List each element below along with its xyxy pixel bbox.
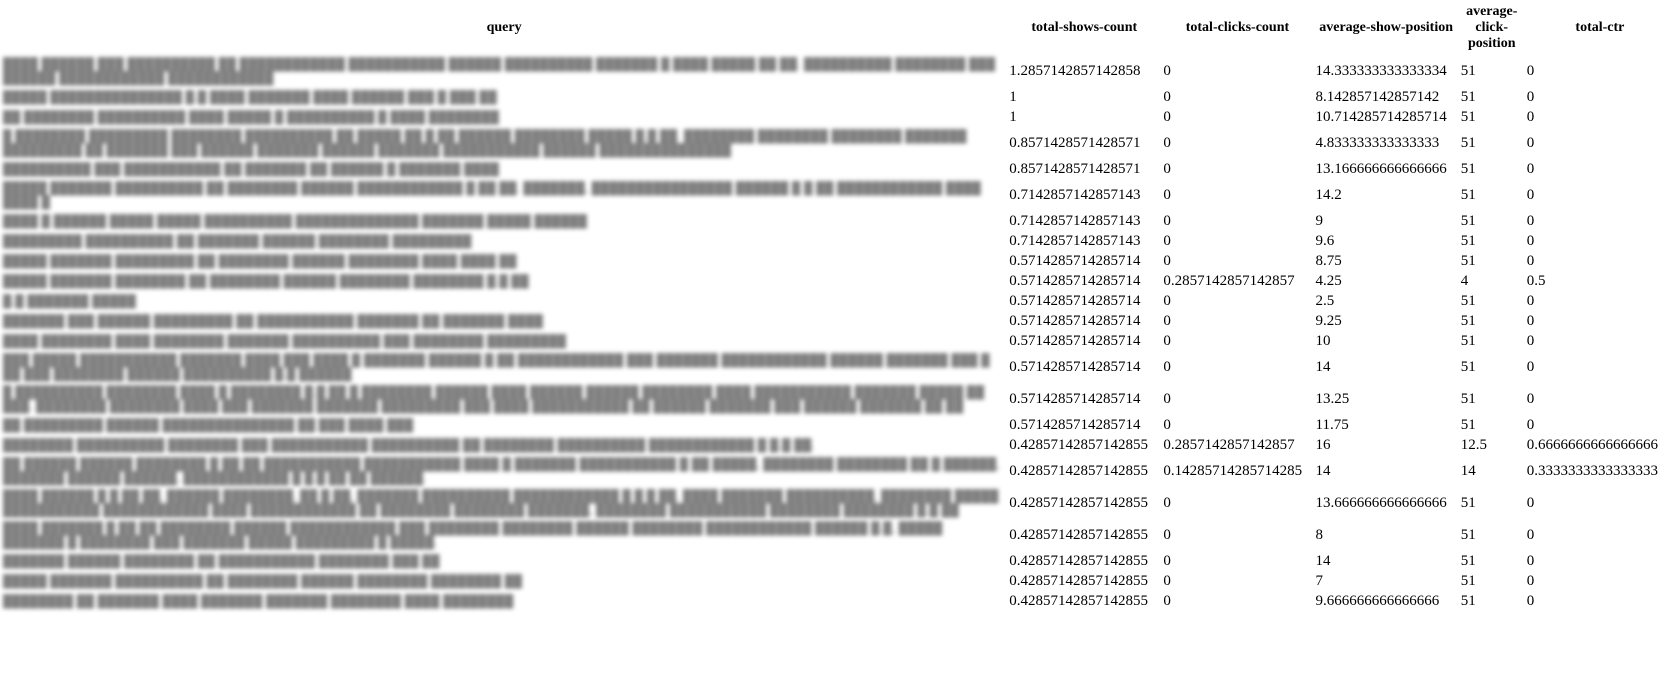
- total-clicks-count-cell: 0: [1163, 187, 1171, 203]
- header-total-clicks-count: total-clicks-count: [1185, 20, 1290, 35]
- query-cell: [2, 180, 1006, 210]
- total-clicks-count-cell: 0: [1163, 495, 1171, 511]
- total-clicks-count-cell: 0: [1163, 135, 1171, 151]
- query-text: █ ████████ █████████ ████████ ██████████ ██ █████ ██ █ ██ ██████ ████████ █████ █.█ ██. ████████ ████████ ████████ ███████ █████████ ██ ███████ ███ ██████ ███████ ██████ ███████ ███████████ ██████ ███████████████: [3, 129, 967, 157]
- query-cell: [2, 252, 1006, 270]
- table-row: [2, 552, 1660, 570]
- table-row: [2, 232, 1660, 250]
- query-cell: [2, 332, 1006, 350]
- query-text: ████ ███████ █ ██ ██ ████████ ██████ ████████████ ███ ████████ ████████ ██████ ████████ ████████████ ██████ █.█, █████ ███████ █ ████████ ███ ███████ █████ █████████ █ █████.: [3, 521, 943, 549]
- table-row: [2, 272, 1660, 290]
- average-click-position-cell: 51: [1460, 135, 1476, 151]
- average-show-position-cell: 13.166666666666666: [1315, 161, 1447, 177]
- query-cell: [2, 488, 1006, 518]
- query-cell: [2, 292, 1006, 310]
- average-click-position-cell: 51: [1460, 593, 1476, 609]
- total-clicks-count-cell: 0: [1163, 63, 1171, 79]
- average-show-position-cell: 14: [1315, 463, 1331, 479]
- average-click-position-cell: 51: [1460, 359, 1476, 375]
- average-click-position-cell: 4: [1460, 273, 1469, 289]
- query-cell: [2, 272, 1006, 290]
- total-clicks-count-cell: 0: [1163, 253, 1171, 269]
- average-show-position-cell: 8: [1315, 527, 1324, 543]
- total-ctr-cell: 0: [1526, 135, 1535, 151]
- total-clicks-count-cell: 0.14285714285714285: [1163, 463, 1303, 479]
- query-cell: [2, 552, 1006, 570]
- total-shows-count-cell: 0.7142857142857143: [1009, 233, 1141, 249]
- table-row: [2, 88, 1660, 106]
- average-show-position-cell: 9: [1315, 213, 1324, 229]
- total-clicks-count-cell: 0: [1163, 109, 1171, 125]
- table-row: [2, 520, 1660, 550]
- total-clicks-count-cell: 0: [1163, 213, 1171, 229]
- total-ctr-cell: 0: [1526, 313, 1535, 329]
- query-text: ███████ ██████ ████████ ██ ███████████ ████████ ███ ██: [3, 554, 440, 568]
- query-text: █████████ ██████████ ██ ███████ ██████ ████████ █████████: [3, 234, 472, 248]
- header-total-shows-count: total-shows-count: [1031, 20, 1138, 35]
- average-show-position-cell: 14: [1315, 553, 1331, 569]
- total-clicks-count-cell: 0: [1163, 293, 1171, 309]
- query-text: █ ██████████ ████████ ████ █ ████████ █.█ ██ █ ████████ ██████ ████ ██████ ██████ ████████ ████ ███████████ ███████ █████ ██ ███. ████████ ████████ ████ ███ ███████ ███████ █████████ ███ ████ ███████████ ██ ██████ ███████ ███ ██████ ███████ ██ ██: [3, 385, 985, 413]
- query-cell: [2, 384, 1006, 414]
- header-average-show-position: average-show-position: [1319, 20, 1454, 35]
- total-clicks-count-cell: 0: [1163, 527, 1171, 543]
- total-shows-count-cell: 0.8571428571428571: [1009, 135, 1141, 151]
- table-row: [2, 56, 1660, 86]
- query-cell: [2, 232, 1006, 250]
- total-clicks-count-cell: 0: [1163, 89, 1171, 105]
- query-text: ███████ ███ ██████ █████████ ██ ███████████ ███████ ██ ███████ ████: [3, 314, 544, 328]
- total-shows-count-cell: 0.7142857142857143: [1009, 187, 1141, 203]
- average-show-position-cell: 8.142857142857142: [1315, 89, 1440, 105]
- total-shows-count-cell: 0.5714285714285714: [1009, 273, 1141, 289]
- total-ctr-cell: 0: [1526, 213, 1535, 229]
- total-clicks-count-cell: 0: [1163, 313, 1171, 329]
- table-row: [2, 312, 1660, 330]
- total-ctr-cell: 0: [1526, 233, 1535, 249]
- query-text: ████ ██████ █ █ ██ ██, ██████ ████████, ██ █ ██, ███████ ██████████ ████████████ █ █ █ ██, ████ ███████ ██████████, ████████ █████ ███████████ ████████████ ████ ████████████ ██ ████████ ████████ ███████, ████████ ███████████ ████████ ████████ █.█ ██: [3, 489, 999, 517]
- total-shows-count-cell: 0.42857142857142855: [1009, 495, 1148, 511]
- average-show-position-cell: 9.6: [1315, 233, 1335, 249]
- query-cell: [2, 436, 1006, 454]
- total-clicks-count-cell: 0: [1163, 573, 1171, 589]
- average-click-position-cell: 51: [1460, 573, 1476, 589]
- average-click-position-cell: 51: [1460, 495, 1476, 511]
- total-clicks-count-cell: 0: [1163, 233, 1171, 249]
- table-row: [2, 488, 1660, 518]
- total-shows-count-cell: 0.7142857142857143: [1009, 213, 1141, 229]
- total-ctr-cell: 0.5: [1526, 273, 1546, 289]
- average-show-position-cell: 4.833333333333333: [1315, 135, 1440, 151]
- average-show-position-cell: 9.666666666666666: [1315, 593, 1440, 609]
- average-show-position-cell: 7: [1315, 573, 1324, 589]
- total-ctr-cell: 0.3333333333333333: [1526, 463, 1659, 479]
- query-text: █████ ███████ █████████ ██ ████████ ██████ ████████ ████ ████ ██: [3, 254, 517, 268]
- total-ctr-cell: 0: [1526, 593, 1535, 609]
- query-text: ██ ████████ ██████████ ████ █████ █ ██████████ █ ████ ████████: [3, 110, 500, 124]
- average-show-position-cell: 13.666666666666666: [1315, 495, 1447, 511]
- average-show-position-cell: 9.25: [1315, 313, 1342, 329]
- query-text: █████ ███████ ██████████ ██ ████████ ██████ ████████ ████████ ██: [3, 574, 523, 588]
- table-row: [2, 252, 1660, 270]
- query-cell: [2, 520, 1006, 550]
- query-cell: [2, 88, 1006, 106]
- total-shows-count-cell: 0.5714285714285714: [1009, 253, 1141, 269]
- query-cell: [2, 312, 1006, 330]
- total-shows-count-cell: 0.5714285714285714: [1009, 417, 1141, 433]
- query-text: ████████ ██████████ ████████ ███ ███████████ ██████████ ██ ████████ ██████████ ████████████ █ █.█ ██.: [3, 438, 815, 452]
- query-text: █.█ ███████ █████: [3, 294, 137, 308]
- average-click-position-cell: 51: [1460, 391, 1476, 407]
- header-average-click-position: average-click-position: [1466, 4, 1518, 51]
- total-ctr-cell: 0: [1526, 333, 1535, 349]
- average-show-position-cell: 10.714285714285714: [1315, 109, 1447, 125]
- total-shows-count-cell: 0.8571428571428571: [1009, 161, 1141, 177]
- header-total-ctr: total-ctr: [1575, 20, 1625, 35]
- table-row: [2, 416, 1660, 434]
- header-query: query: [486, 20, 522, 35]
- total-shows-count-cell: 1.2857142857142858: [1009, 63, 1141, 79]
- table-row: [2, 128, 1660, 158]
- header-row: [2, 2, 1660, 54]
- total-shows-count-cell: 1: [1009, 109, 1017, 125]
- total-ctr-cell: 0: [1526, 109, 1535, 125]
- total-shows-count-cell: 0.5714285714285714: [1009, 313, 1141, 329]
- average-click-position-cell: 51: [1460, 109, 1476, 125]
- total-shows-count-cell: 0.42857142857142855: [1009, 573, 1148, 589]
- total-clicks-count-cell: 0: [1163, 161, 1171, 177]
- average-show-position-cell: 14: [1315, 359, 1331, 375]
- total-shows-count-cell: 0.5714285714285714: [1009, 293, 1141, 309]
- query-text: █████ ███████ ████████ ██ ████████ ██████ ████████ ████████ █.█ ██: [3, 274, 529, 288]
- table-row: [2, 292, 1660, 310]
- total-ctr-cell: 0: [1526, 89, 1535, 105]
- average-click-position-cell: 51: [1460, 187, 1476, 203]
- total-ctr-cell: 0: [1526, 573, 1535, 589]
- average-show-position-cell: 11.75: [1315, 417, 1349, 433]
- total-shows-count-cell: 0.42857142857142855: [1009, 437, 1148, 453]
- average-show-position-cell: 8.75: [1315, 253, 1342, 269]
- query-cell: [2, 56, 1006, 86]
- query-cell: [2, 128, 1006, 158]
- average-click-position-cell: 51: [1460, 313, 1476, 329]
- average-click-position-cell: 51: [1460, 89, 1476, 105]
- average-click-position-cell: 51: [1460, 63, 1476, 79]
- query-cell: [2, 456, 1006, 486]
- total-clicks-count-cell: 0.2857142857142857: [1163, 437, 1295, 453]
- average-click-position-cell: 51: [1460, 161, 1476, 177]
- total-clicks-count-cell: 0.2857142857142857: [1163, 273, 1295, 289]
- total-ctr-cell: 0: [1526, 253, 1535, 269]
- total-shows-count-cell: 0.42857142857142855: [1009, 527, 1148, 543]
- total-shows-count-cell: 1: [1009, 89, 1017, 105]
- table-body: [2, 56, 1660, 610]
- total-shows-count-cell: 0.42857142857142855: [1009, 593, 1148, 609]
- query-cell: [2, 108, 1006, 126]
- average-show-position-cell: 16: [1315, 437, 1331, 453]
- total-shows-count-cell: 0.5714285714285714: [1009, 391, 1141, 407]
- query-text: ██ ██████ ██████ ████████ █ ██ ██ ███████████ ███████████ ████ █ ███████ ███████████ █ ██ █████, ████████ ████████ ██ █ ██████, ███████ ██████ ██████, ████████████ █ █.█ ██ ██ ██████.: [3, 457, 1000, 485]
- table-row: [2, 456, 1660, 486]
- query-text: ████ ████████ ████ ████████ ███████ ██████████ ███ ████████ █████████: [3, 334, 567, 348]
- table-row: [2, 180, 1660, 210]
- total-ctr-cell: 0.6666666666666666: [1526, 437, 1659, 453]
- average-show-position-cell: 13.25: [1315, 391, 1350, 407]
- total-ctr-cell: 0: [1526, 359, 1535, 375]
- table-header: [2, 2, 1660, 54]
- total-ctr-cell: 0: [1526, 293, 1535, 309]
- average-click-position-cell: 12.5: [1460, 437, 1487, 453]
- query-cell: [2, 592, 1006, 610]
- total-ctr-cell: 0: [1526, 553, 1535, 569]
- query-text: ██ █████████ ██████ ███████████████ ██ ███ ████ ███: [3, 418, 414, 432]
- table-row: [2, 384, 1660, 414]
- query-cell: [2, 572, 1006, 590]
- average-show-position-cell: 2.5: [1315, 293, 1335, 309]
- total-ctr-cell: 0: [1526, 527, 1535, 543]
- average-click-position-cell: 51: [1460, 233, 1476, 249]
- table-row: [2, 108, 1660, 126]
- total-shows-count-cell: 0.5714285714285714: [1009, 359, 1141, 375]
- average-click-position-cell: 51: [1460, 417, 1476, 433]
- average-click-position-cell: 51: [1460, 553, 1476, 569]
- table-row: [2, 352, 1660, 382]
- table-row: [2, 160, 1660, 178]
- average-click-position-cell: 14: [1460, 463, 1476, 479]
- total-ctr-cell: 0: [1526, 495, 1535, 511]
- query-text: ██████████ ███ ███████████ ██ ███████ ██ ██████ █ ███████ ████: [3, 162, 500, 176]
- total-ctr-cell: 0: [1526, 417, 1535, 433]
- total-ctr-cell: 0: [1526, 187, 1535, 203]
- table-row: [2, 212, 1660, 230]
- query-cell: [2, 352, 1006, 382]
- query-text: ████ ██████ ███ ██████████ ██ ████████████ ███████████ ██████ ██████████ ███████ █ ████ █████ ██ ██. ██████████ ████████ ███ ██████ ████████████ ████████████: [3, 57, 996, 85]
- query-cell: [2, 212, 1006, 230]
- total-shows-count-cell: 0.5714285714285714: [1009, 333, 1141, 349]
- total-ctr-cell: 0: [1526, 161, 1535, 177]
- average-show-position-cell: 4.25: [1315, 273, 1342, 289]
- average-click-position-cell: 51: [1460, 253, 1476, 269]
- query-text: █████ ███████████████ █.█ ████ ███████ ████ ██████ ███ █ ███ ██: [3, 90, 498, 104]
- total-ctr-cell: 0: [1526, 391, 1535, 407]
- table-row: [2, 436, 1660, 454]
- table-row: [2, 592, 1660, 610]
- total-clicks-count-cell: 0: [1163, 391, 1171, 407]
- total-clicks-count-cell: 0: [1163, 553, 1171, 569]
- table-row: [2, 332, 1660, 350]
- average-click-position-cell: 51: [1460, 293, 1476, 309]
- query-text: █████ ███████ ██████████ ██ ████████ ██████ ████████████ █ ██ ██. ███████, ████████████████ ██████ █ █ ██ ████████████ ████ ████ █: [3, 181, 982, 209]
- query-text: ████ █ ██████ █████ █████ ██████████ ██████████████ ███████ █████ ██████: [3, 214, 588, 228]
- average-show-position-cell: 14.333333333333334: [1315, 63, 1447, 79]
- total-shows-count-cell: 0.42857142857142855: [1009, 463, 1148, 479]
- average-show-position-cell: 14.2: [1315, 187, 1342, 203]
- query-cell: [2, 416, 1006, 434]
- query-text: ███ █████ ███████████ ███████ ████ ███ ████ █ ███████ ██████ █ ██ ████████████ ███ ███████ ████████████ ██████ ███████ ███ █ ██ ███ ████████ ██████ ██████████ █.█ ██████: [3, 353, 990, 381]
- query-cell: [2, 160, 1006, 178]
- query-text: ████████ ██ ███████ ████ ███████ ███████ ████████ ████ ████████: [3, 594, 514, 608]
- total-clicks-count-cell: 0: [1163, 417, 1171, 433]
- total-clicks-count-cell: 0: [1163, 333, 1171, 349]
- total-shows-count-cell: 0.42857142857142855: [1009, 553, 1148, 569]
- total-clicks-count-cell: 0: [1163, 359, 1171, 375]
- average-click-position-cell: 51: [1460, 213, 1476, 229]
- total-clicks-count-cell: 0: [1163, 593, 1171, 609]
- average-click-position-cell: 51: [1460, 333, 1476, 349]
- average-click-position-cell: 51: [1460, 527, 1476, 543]
- total-ctr-cell: 0: [1526, 63, 1535, 79]
- table-row: [2, 572, 1660, 590]
- average-show-position-cell: 10: [1315, 333, 1331, 349]
